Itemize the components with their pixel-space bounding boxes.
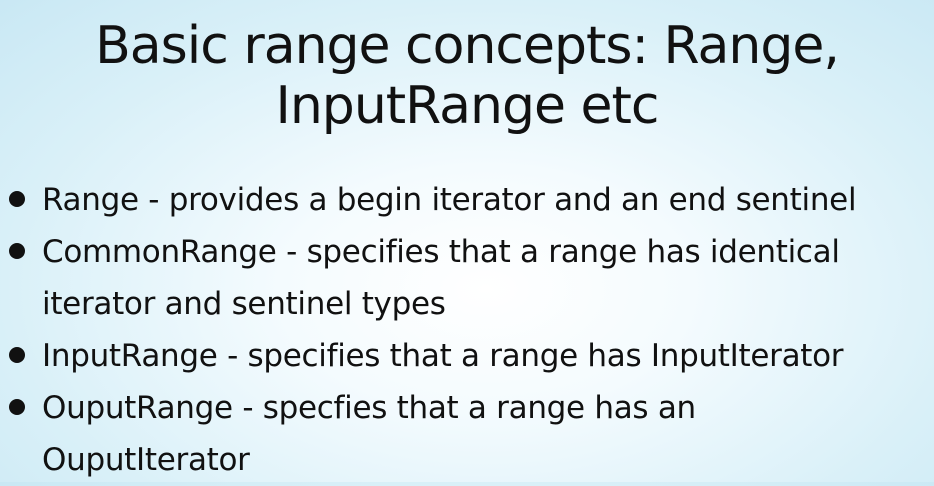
- slide-title-line-2: InputRange etc: [275, 76, 659, 136]
- bullet-item: [0, 330, 934, 382]
- bullet-text: Range - provides a begin iterator and an end sentinel: [42, 182, 857, 218]
- bullet-text-continued: OuputIterator: [42, 442, 250, 478]
- bullet-list: [0, 174, 934, 486]
- bullet-dot-icon: [9, 347, 25, 363]
- bullet-dot-icon: [9, 243, 25, 259]
- bullet-dot-icon: [9, 191, 25, 207]
- bullet-text: CommonRange - specifies that a range has identical: [42, 234, 840, 270]
- bullet-text: OuputRange - specfies that a range has an: [42, 390, 696, 426]
- bullet-text-continued: iterator and sentinel types: [42, 286, 446, 322]
- bullet-dot-icon: [9, 399, 25, 415]
- bullet-item: [0, 174, 934, 226]
- bullet-item: [0, 226, 934, 330]
- bullet-item: [0, 382, 934, 486]
- slide-title-line-1: Basic range concepts: Range,: [95, 16, 839, 76]
- bullet-text: InputRange - specifies that a range has InputIterator: [42, 338, 844, 374]
- slide-title: [0, 16, 934, 136]
